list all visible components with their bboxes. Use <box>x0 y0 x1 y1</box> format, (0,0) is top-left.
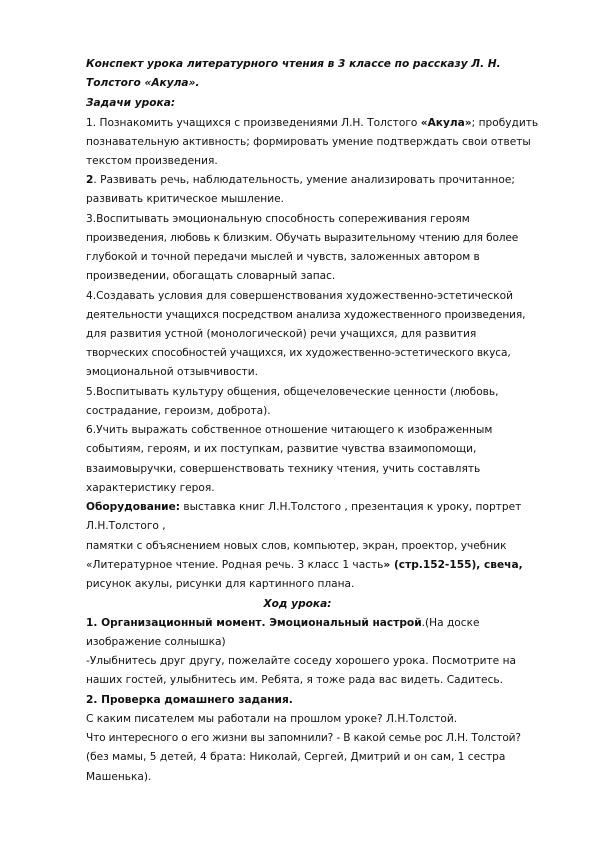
equipment-label: Оборудование: <box>86 501 181 513</box>
task-2-line1: 2. Развивать речь, наблюдательность, умение анализировать прочитанное; <box>86 174 515 186</box>
equipment-line3: памятки с объяснением новых слов, компьютер, экран, проектор, учебник <box>86 540 507 552</box>
section-1-line2: изображение солнышка) <box>86 636 226 648</box>
equipment-line4: «Литературное чтение. Родная речь. 3 класс 1 часть» (стр.152-155), свеча, <box>86 559 523 571</box>
task-5-line1: 5.Воспитывать культуру общения, общечеловеческие ценности (любовь, <box>86 386 499 398</box>
equipment-line1: Оборудование: выставка книг Л.Н.Толстого , презентация к уроку, портрет <box>86 501 522 513</box>
task-4-line3: для развития устной (монологической) речи учащихся, для развития <box>86 328 477 340</box>
section-2-line2: Что интересного о его жизни вы запомнили? - В какой семье рос Л.Н. Толстой? <box>86 732 521 744</box>
task-4-line2: деятельности учащихся посредством анализа художественного произведения, <box>86 309 526 321</box>
story-title-emphasis: «Акула» <box>420 117 472 129</box>
tasks-heading: Задачи урока: <box>86 97 176 109</box>
section-1-line1: 1. Организационный момент. Эмоциональный настрой.(На доске <box>86 617 480 629</box>
task-6-line3: взаимовыручки, совершенствовать технику чтения, учить составлять <box>86 463 481 475</box>
task-1-line2: познавательную активность; формировать умение подтверждать свои ответы <box>86 136 531 148</box>
task-5-line2: сострадание, героизм, доброта). <box>86 405 271 417</box>
equipment-line5: рисунок акулы, рисунки для картинного плана. <box>86 578 355 590</box>
section-1-line3: -Улыбнитесь друг другу, пожелайте соседу хорошего урока. Посмотрите на <box>86 655 516 667</box>
task-6-line4: характеристику героя. <box>86 482 215 494</box>
section-1-line4: наших гостей, улыбнитесь им. Ребята, я тоже рада вас видеть. Садитесь. <box>86 674 503 686</box>
task-3-line1: 3.Воспитывать эмоциональную способность сопереживания героям <box>86 213 470 225</box>
task-1-line1: 1. Познакомить учащихся с произведениями Л.Н. Толстого «Акула»; пробудить <box>86 117 539 129</box>
task-3-line4: произведении, обогащать словарный запас. <box>86 270 336 282</box>
task-1-line3: текстом произведения. <box>86 155 218 167</box>
task-3-line2: произведения, любовь к близким. Обучать выразительному чтению для более <box>86 232 519 244</box>
document-title-line1: Конспект урока литературного чтения в 3 классе по рассказу Л. Н. <box>86 58 501 70</box>
section-2-line4: Машенька). <box>86 771 152 783</box>
task-4-line5: эмоциональной отзывчивости. <box>86 366 258 378</box>
equipment-line2: Л.Н.Толстого , <box>86 520 166 532</box>
section-2-line1: С каким писателем мы работали на прошлом уроке? Л.Н.Толстой. <box>86 713 458 725</box>
task-3-line3: глубокой и точной передачи мыслей и чувств, заложенных автором в <box>86 251 480 263</box>
section-2-heading: 2. Проверка домашнего задания. <box>86 694 293 706</box>
section-2-line3: (без мамы, 5 детей, 4 брата: Николай, Сергей, Дмитрий и он сам, 1 сестра <box>86 751 506 763</box>
task-4-line4: творческих способностей учащихся, их художественно-эстетического вкуса, <box>86 347 511 359</box>
section-1-heading: 1. Организационный момент. Эмоциональный настрой <box>86 617 422 629</box>
task-6-line1: 6.Учить выражать собственное отношение читающего к изображенным <box>86 424 493 436</box>
document-title-line2: Толстого «Акула». <box>86 77 200 89</box>
task-2-line2: развивать критическое мышление. <box>86 193 284 205</box>
task-4-line1: 4.Создавать условия для совершенствования художественно-эстетической <box>86 290 514 302</box>
task-6-line2: событиям, героям, и их поступкам, развитие чувства взаимопомощи, <box>86 443 477 455</box>
lesson-heading: Ход урока: <box>263 598 332 610</box>
